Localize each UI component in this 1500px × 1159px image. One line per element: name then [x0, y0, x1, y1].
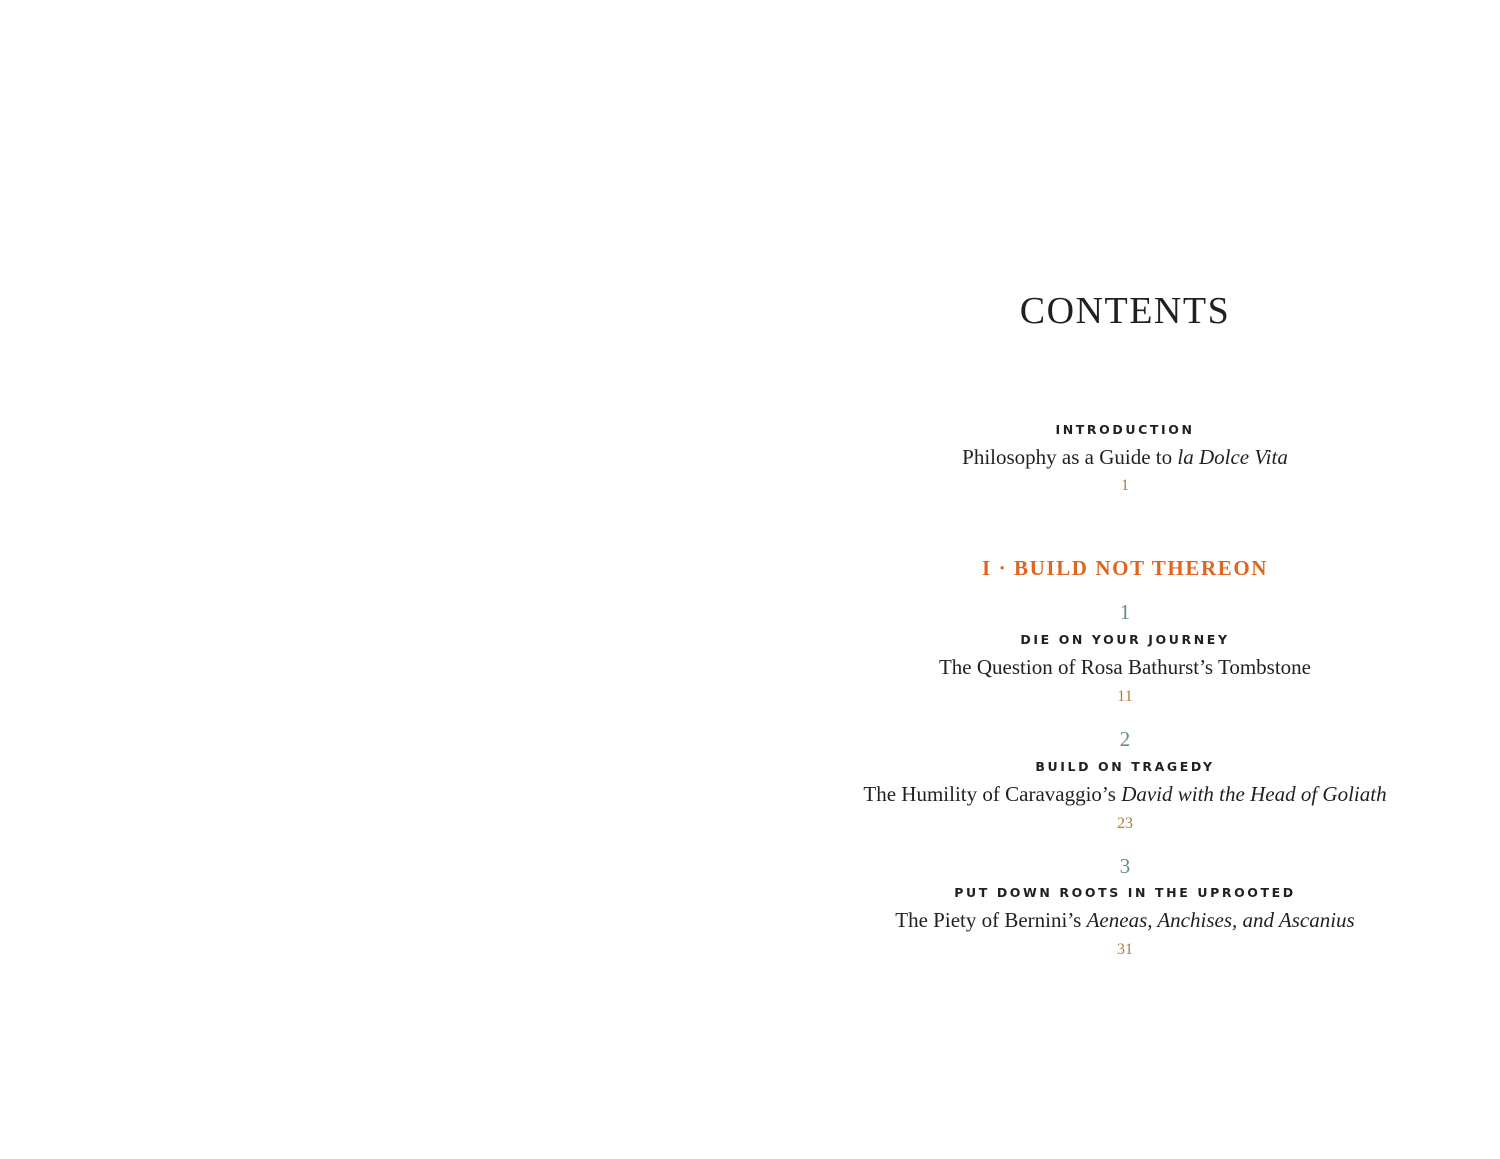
introduction-subtitle: [750, 444, 1500, 470]
chapter-2-label: BUILD ON TRAGEDY: [1035, 759, 1215, 774]
contents-heading: CONTENTS: [1019, 290, 1231, 332]
introduction-page-number: 1: [1121, 477, 1129, 494]
chapter-3-subtitle-plain: The Piety of Bernini’s: [895, 908, 1087, 932]
chapter-1-number: 1: [1119, 600, 1131, 624]
contents-page: [750, 0, 1500, 1159]
chapter-1-label: DIE ON YOUR JOURNEY: [1020, 632, 1230, 647]
part-title: I · BUILD NOT THEREON: [981, 556, 1269, 580]
introduction-subtitle-plain: Philosophy as a Guide to: [962, 445, 1178, 469]
chapter-2-subtitle: [750, 781, 1500, 807]
chapter-3-subtitle: [750, 907, 1500, 933]
introduction-subtitle-italic: la Dolce Vita: [1177, 445, 1288, 469]
chapter-3-subtitle-italic: Aeneas, Anchises, and Ascanius: [1086, 908, 1355, 932]
chapter-2-subtitle-italic: David with the Head of Goliath: [1121, 782, 1387, 806]
chapter-1-page-number: 11: [1117, 688, 1133, 705]
chapter-2-page-number: 23: [1117, 815, 1133, 832]
chapter-2-number: 2: [1119, 727, 1131, 751]
chapter-3-page-number: 31: [1117, 941, 1133, 958]
chapter-2-subtitle-plain: The Humility of Caravaggio’s: [863, 782, 1122, 806]
chapter-1-subtitle: [750, 654, 1500, 680]
chapter-3-label: PUT DOWN ROOTS IN THE UPROOTED: [954, 885, 1296, 900]
chapter-1-subtitle-plain: The Question of Rosa Bathurst’s Tombstone: [938, 655, 1312, 679]
chapter-3-number: 3: [1119, 854, 1131, 878]
introduction-label: INTRODUCTION: [1055, 422, 1195, 437]
